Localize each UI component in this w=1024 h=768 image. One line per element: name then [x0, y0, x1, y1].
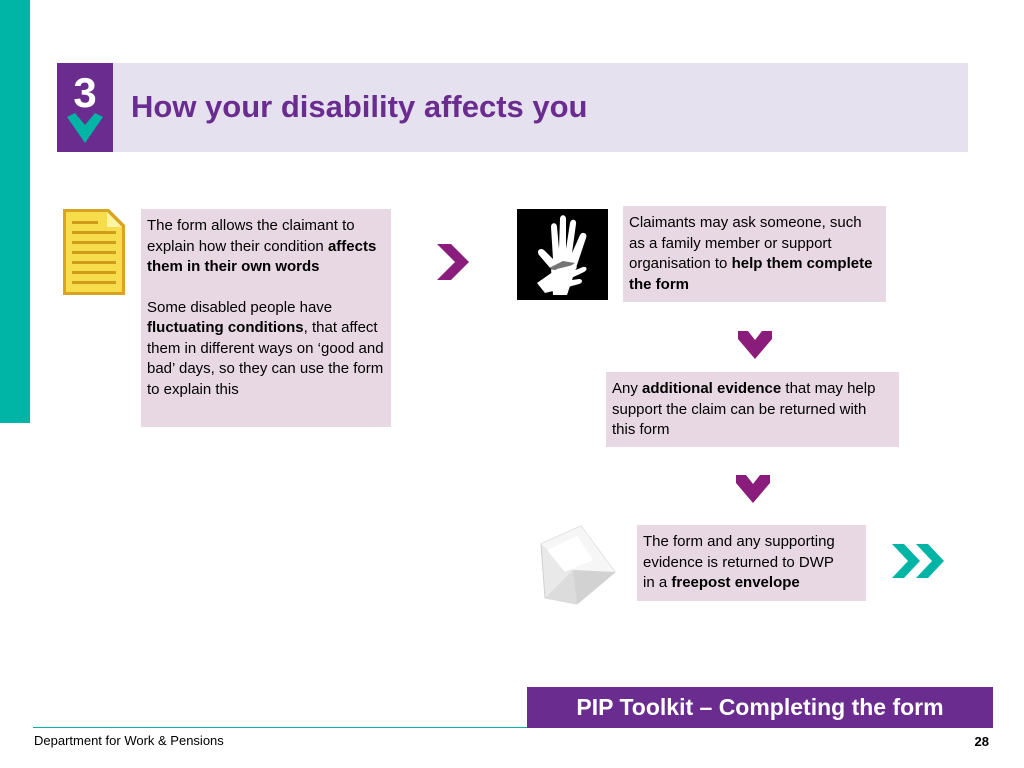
step-badge	[57, 63, 113, 152]
chevron-right-icon	[437, 244, 469, 280]
page-title: How your disability affects you	[131, 89, 588, 124]
helping-hands-icon	[517, 209, 608, 300]
double-chevron-right-icon	[892, 544, 948, 578]
chevron-down-icon	[736, 475, 770, 503]
additional-evidence-box: Any additional evidence that may help support the claim can be returned with this form	[606, 372, 899, 447]
side-accent-bar	[0, 0, 30, 423]
form-explanation-box	[141, 209, 391, 427]
step-chevron-down-icon	[67, 113, 103, 145]
freepost-return-box: The form and any supporting evidence is returned to DWP in a freepost envelope	[637, 525, 866, 601]
help-complete-box: Claimants may ask someone, such as a family member or support organisation to help them complete the form	[623, 206, 886, 302]
page-number: 28	[974, 734, 989, 749]
document-icon	[61, 207, 127, 297]
form-explanation-paragraph-2: Some disabled people have fluctuating conditions, that affect them in different ways on ‘good and bad’ days, so they can use the form to explain this	[147, 298, 384, 398]
footer-department: Department for Work & Pensions	[34, 733, 224, 748]
toolkit-banner: PIP Toolkit – Completing the form	[527, 687, 993, 728]
chevron-down-icon	[738, 331, 772, 359]
step-number: 3	[73, 69, 97, 116]
envelope-icon	[533, 520, 617, 606]
form-explanation-paragraph-1: The form allows the claimant to explain how their condition affects them in their own words	[147, 217, 377, 275]
